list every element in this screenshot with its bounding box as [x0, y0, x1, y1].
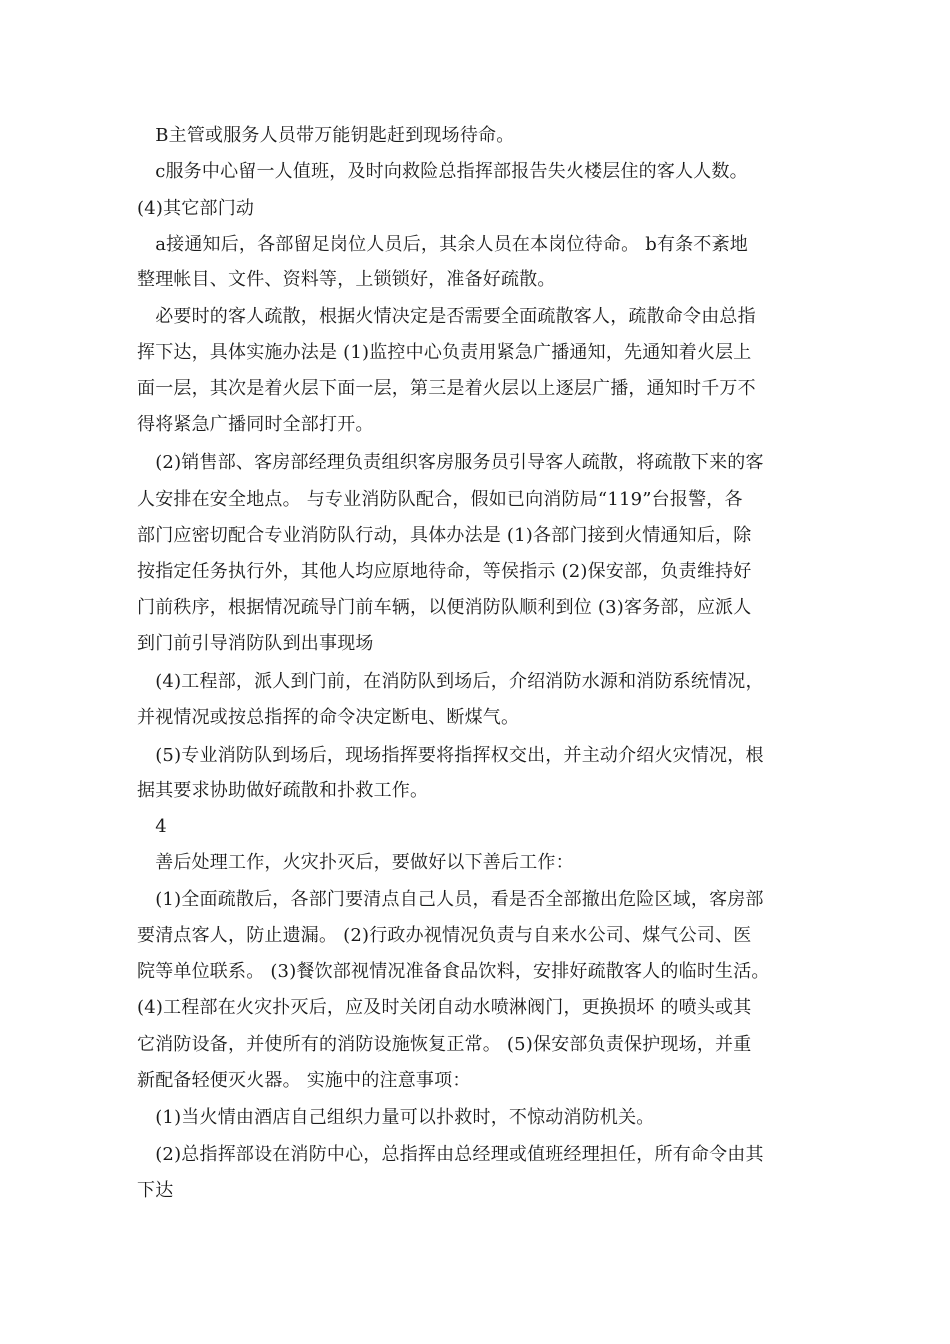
- text-line: 院等单位联系。 (3)餐饮部视情况准备食品饮料，安排好疏散客人的临时生活。: [137, 961, 770, 982]
- text-line: (1)当火情由酒店自己组织力量可以扑救时，不惊动消防机关。: [137, 1107, 655, 1128]
- text-line: 新配备轻便灭火器。 实施中的注意事项：: [137, 1070, 471, 1091]
- text-line: 下达: [137, 1180, 174, 1201]
- text-line: 得将紧急广播同时全部打开。: [137, 414, 374, 435]
- text-line: 要清点客人，防止遗漏。 (2)行政办视情况负责与自来水公司、煤气公司、医: [137, 925, 752, 946]
- text-line: c服务中心留一人值班，及时向救险总指挥部报告失火楼层住的客人人数。: [137, 161, 748, 182]
- text-line: B主管或服务人员带万能钥匙赶到现场待命。: [137, 125, 515, 146]
- text-line: 面一层，其次是着火层下面一层，第三是着火层以上逐层广播，通知时千万不: [137, 378, 756, 399]
- text-line: 整理帐目、文件、资料等，上锁锁好，准备好疏散。: [137, 269, 556, 290]
- text-line: 据其要求协助做好疏散和扑救工作。: [137, 780, 429, 801]
- text-line: (4)工程部在火灾扑灭后，应及时关闭自动水喷淋阀门，更换损坏 的喷头或其: [137, 997, 752, 1018]
- text-line: 并视情况或按总指挥的命令决定断电、断煤气。: [137, 707, 520, 728]
- text-line: 挥下达，具体实施办法是 (1)监控中心负责用紧急广播通知，先通知着火层上: [137, 342, 752, 363]
- text-line: (2)销售部、客房部经理负责组织客房服务员引导客人疏散，将疏散下来的客: [137, 452, 764, 473]
- text-line: 人安排在安全地点。 与专业消防队配合，假如已向消防局“119”台报警，各: [137, 489, 743, 510]
- text-line: a接通知后，各部留足岗位人员后，其余人员在本岗位待命。 b有条不紊地: [137, 234, 748, 255]
- text-line: 必要时的客人疏散，根据火情决定是否需要全面疏散客人，疏散命令由总指: [137, 306, 756, 327]
- text-line: 按指定任务执行外，其他人均应原地待命，等侯指示 (2)保安部，负责维持好: [137, 561, 752, 582]
- text-line: (5)专业消防队到场后，现场指挥要将指挥权交出，并主动介绍火灾情况，根: [137, 745, 764, 766]
- text-line: 到门前引导消防队到出事现场: [137, 633, 374, 654]
- text-line: 它消防设备，并使所有的消防设施恢复正常。 (5)保安部负责保护现场，并重: [137, 1034, 752, 1055]
- text-line: 门前秩序，根据情况疏导门前车辆，以便消防队顺利到位 (3)客务部，应派人: [137, 597, 752, 618]
- text-line: (4)其它部门动: [137, 198, 255, 219]
- text-line: 部门应密切配合专业消防队行动，具体办法是 (1)各部门接到火情通知后，除: [137, 525, 752, 546]
- text-line: (1)全面疏散后，各部门要清点自己人员，看是否全部撤出危险区域，客房部: [137, 889, 764, 910]
- text-line: 善后处理工作，火灾扑灭后，要做好以下善后工作：: [137, 852, 574, 873]
- text-line: 4: [137, 816, 167, 837]
- text-line: (2)总指挥部设在消防中心，总指挥由总经理或值班经理担任，所有命令由其: [137, 1144, 764, 1165]
- text-line: (4)工程部，派人到门前，在消防队到场后，介绍消防水源和消防系统情况，: [137, 671, 764, 692]
